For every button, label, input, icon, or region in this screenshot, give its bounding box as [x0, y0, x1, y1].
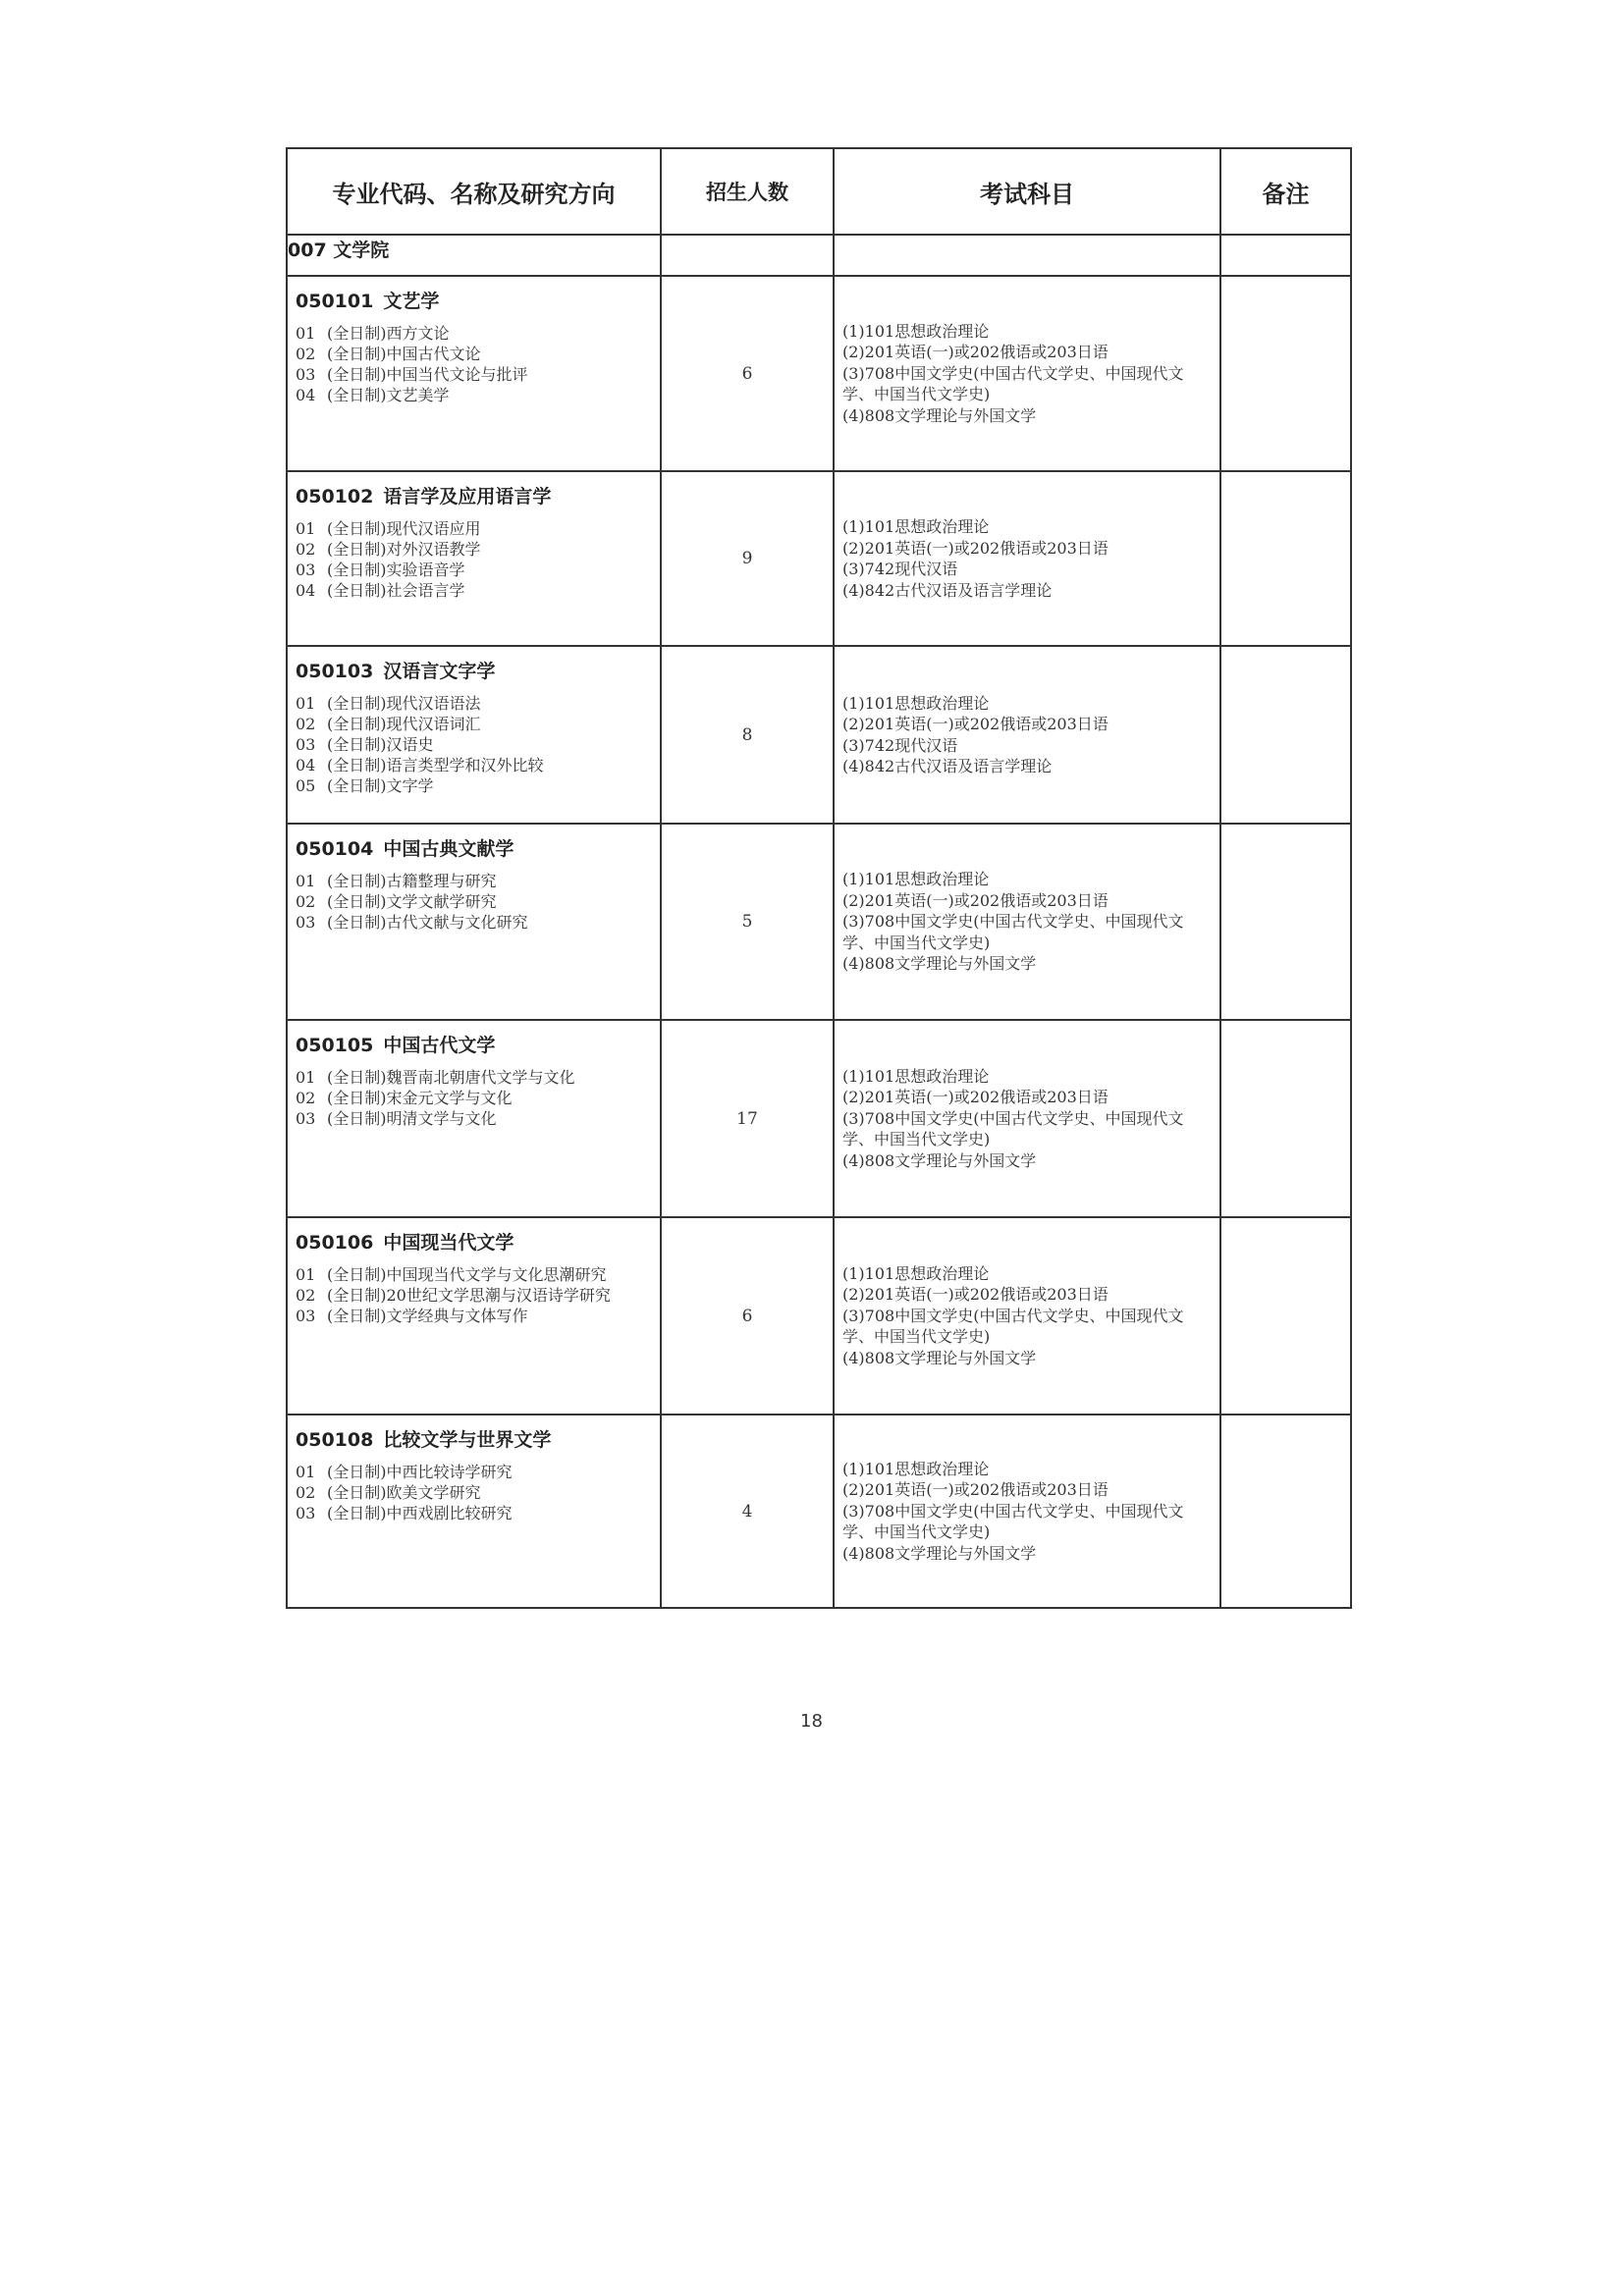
college-row: [287, 235, 1351, 276]
major-cell: [287, 824, 661, 1020]
direction-number: 01: [296, 694, 316, 713]
direction-number: 02: [296, 1089, 316, 1107]
table-body: [287, 235, 1351, 1608]
direction-number: 03: [296, 561, 316, 579]
direction-text: (全日制)语言类型学和汉外比较: [327, 756, 544, 774]
major-name: 中国古代文学: [383, 1035, 496, 1056]
major-row: [287, 824, 1351, 1020]
direction-number: 01: [296, 1068, 316, 1087]
direction-item: [296, 714, 652, 734]
major-code: 050106: [296, 1232, 374, 1254]
subjects-cell: [834, 1415, 1220, 1608]
direction-text: (全日制)现代汉语应用: [327, 519, 481, 538]
subject-list: [842, 321, 1212, 427]
direction-number: 03: [296, 365, 316, 384]
direction-number: 02: [296, 1286, 316, 1305]
subject-item: (1)101思想政治理论: [842, 517, 990, 536]
subject-item: (2)201英语(一)或202俄语或203日语: [842, 715, 1109, 733]
direction-text: (全日制)文艺美学: [327, 386, 450, 404]
direction-number: 01: [296, 519, 316, 538]
major-title: [296, 482, 652, 508]
direction-item: [296, 1067, 652, 1088]
direction-item: [296, 344, 652, 364]
direction-item: [296, 1503, 652, 1523]
subject-item: (4)808文学理论与外国文学: [842, 405, 1037, 425]
subject-list: [842, 1459, 1212, 1565]
direction-item: [296, 1462, 652, 1482]
direction-item: [296, 1285, 652, 1306]
direction-text: (全日制)中国现当代文学与文化思潮研究: [327, 1265, 607, 1284]
direction-number: 03: [296, 1307, 316, 1325]
direction-number: 04: [296, 756, 316, 774]
major-code: 050105: [296, 1035, 374, 1056]
subject-item: (4)808文学理论与外国文学: [842, 1150, 1037, 1170]
direction-text: (全日制)中国当代文论与批评: [327, 365, 528, 384]
major-code: 050108: [296, 1429, 374, 1451]
direction-text: (全日制)中国古代文论: [327, 345, 481, 363]
major-name: 汉语言文字学: [383, 661, 496, 682]
major-row: [287, 276, 1351, 471]
direction-list: [296, 871, 652, 933]
subject-item: (3)708中国文学史(中国古代文学史、中国现代文学、中国当代文学史): [842, 912, 1184, 952]
subjects-cell: [834, 824, 1220, 1020]
direction-item: [296, 1088, 652, 1108]
direction-list: [296, 323, 652, 405]
subject-item: (3)708中国文学史(中国古代文学史、中国现代文学、中国当代文学史): [842, 1501, 1184, 1542]
subject-item: (4)808文学理论与外国文学: [842, 954, 1037, 974]
admissions-table: [286, 147, 1352, 1609]
subject-item: (3)742现代汉语: [842, 735, 958, 755]
subject-list: [842, 693, 1212, 777]
direction-number: 02: [296, 1483, 316, 1502]
subject-item: (2)201英语(一)或202俄语或203日语: [842, 1088, 1109, 1107]
direction-list: [296, 1067, 652, 1129]
subject-item: (4)808文学理论与外国文学: [842, 1543, 1037, 1563]
direction-text: (全日制)魏晋南北朝唐代文学与文化: [327, 1068, 575, 1087]
header-count: 招生人数: [661, 148, 834, 235]
direction-number: 03: [296, 735, 316, 754]
direction-item: [296, 1108, 652, 1129]
enrollment-count: 6: [661, 1217, 834, 1415]
direction-item: [296, 385, 652, 405]
direction-number: 01: [296, 1265, 316, 1284]
direction-number: 02: [296, 345, 316, 363]
major-title: [296, 1228, 652, 1255]
direction-text: (全日制)现代汉语词汇: [327, 715, 481, 733]
direction-number: 04: [296, 581, 316, 600]
major-code: 050104: [296, 838, 374, 860]
subject-item: (2)201英语(一)或202俄语或203日语: [842, 890, 1109, 910]
major-name: 语言学及应用语言学: [383, 486, 552, 507]
subject-item: (3)742现代汉语: [842, 560, 958, 578]
direction-text: (全日制)文学经典与文体写作: [327, 1307, 528, 1325]
direction-text: (全日制)西方文论: [327, 324, 450, 343]
direction-text: (全日制)宋金元文学与文化: [327, 1089, 513, 1107]
direction-list: [296, 693, 652, 796]
remarks-cell: [1220, 824, 1351, 1020]
college-count-cell: [661, 235, 834, 276]
major-name: 比较文学与世界文学: [383, 1429, 552, 1451]
subjects-cell: [834, 646, 1220, 824]
direction-number: 03: [296, 1109, 316, 1128]
subject-item: (4)808文学理论与外国文学: [842, 1348, 1037, 1367]
major-name: 中国现当代文学: [383, 1232, 514, 1254]
direction-number: 01: [296, 324, 316, 343]
subject-item: (3)708中国文学史(中国古代文学史、中国现代文学、中国当代文学史): [842, 363, 1184, 404]
direction-number: 03: [296, 1504, 316, 1522]
direction-number: 02: [296, 715, 316, 733]
direction-item: [296, 1264, 652, 1285]
direction-list: [296, 1462, 652, 1523]
major-row: [287, 1415, 1351, 1608]
direction-item: [296, 539, 652, 560]
direction-text: (全日制)现代汉语语法: [327, 694, 481, 713]
direction-list: [296, 518, 652, 601]
major-name: 中国古典文献学: [383, 838, 514, 860]
subject-item: (2)201英语(一)或202俄语或203日语: [842, 343, 1109, 362]
direction-number: 02: [296, 540, 316, 559]
major-cell: [287, 646, 661, 824]
major-title: [296, 287, 652, 313]
direction-item: [296, 560, 652, 580]
direction-number: 02: [296, 892, 316, 911]
college-remarks-cell: [1220, 235, 1351, 276]
remarks-cell: [1220, 1415, 1351, 1608]
page-number: 18: [800, 1711, 823, 1732]
subject-list: [842, 516, 1212, 601]
major-title: [296, 1031, 652, 1057]
direction-text: (全日制)实验语音学: [327, 561, 465, 579]
header-major: 专业代码、名称及研究方向: [287, 148, 661, 235]
direction-item: [296, 734, 652, 755]
major-name: 文艺学: [383, 291, 440, 312]
major-code: 050103: [296, 661, 374, 682]
subject-item: (1)101思想政治理论: [842, 1066, 990, 1086]
subject-item: (1)101思想政治理论: [842, 870, 990, 889]
direction-text: (全日制)社会语言学: [327, 581, 465, 600]
direction-item: [296, 1482, 652, 1503]
direction-item: [296, 364, 652, 385]
direction-item: [296, 755, 652, 775]
college-name: 007 文学院: [287, 235, 661, 276]
direction-number: 03: [296, 913, 316, 932]
subject-item: (4)842古代汉语及语言学理论: [842, 580, 1053, 600]
major-code: 050102: [296, 486, 374, 507]
direction-item: [296, 775, 652, 796]
direction-text: (全日制)古代文献与文化研究: [327, 913, 528, 932]
subject-item: (3)708中国文学史(中国古代文学史、中国现代文学、中国当代文学史): [842, 1306, 1184, 1347]
major-code: 050101: [296, 291, 374, 312]
major-cell: [287, 276, 661, 471]
major-cell: [287, 471, 661, 646]
direction-text: (全日制)欧美文学研究: [327, 1483, 481, 1502]
remarks-cell: [1220, 276, 1351, 471]
direction-list: [296, 1264, 652, 1326]
direction-number: 01: [296, 1463, 316, 1481]
remarks-cell: [1220, 646, 1351, 824]
direction-item: [296, 580, 652, 601]
direction-text: (全日制)20世纪文学思潮与汉语诗学研究: [327, 1286, 611, 1305]
major-row: [287, 646, 1351, 824]
enrollment-count: 17: [661, 1020, 834, 1217]
major-cell: [287, 1020, 661, 1217]
header-row: [287, 148, 1351, 235]
subject-item: (3)708中国文学史(中国古代文学史、中国现代文学、中国当代文学史): [842, 1108, 1184, 1149]
header-remarks: 备注: [1220, 148, 1351, 235]
direction-text: (全日制)对外汉语教学: [327, 540, 481, 559]
subject-item: (1)101思想政治理论: [842, 321, 990, 341]
header-subjects: 考试科目: [834, 148, 1220, 235]
major-title: [296, 1425, 652, 1452]
major-row: [287, 1217, 1351, 1415]
direction-number: 05: [296, 776, 316, 795]
subject-item: (1)101思想政治理论: [842, 693, 990, 713]
direction-item: [296, 871, 652, 891]
subject-list: [842, 869, 1212, 975]
direction-text: (全日制)文学文献学研究: [327, 892, 497, 911]
enrollment-count: 8: [661, 646, 834, 824]
direction-item: [296, 518, 652, 539]
enrollment-count: 5: [661, 824, 834, 1020]
major-row: [287, 1020, 1351, 1217]
remarks-cell: [1220, 1020, 1351, 1217]
direction-text: (全日制)文字学: [327, 776, 434, 795]
direction-text: (全日制)中西比较诗学研究: [327, 1463, 513, 1481]
college-subjects-cell: [834, 235, 1220, 276]
direction-item: [296, 912, 652, 933]
subjects-cell: [834, 1020, 1220, 1217]
direction-item: [296, 1306, 652, 1326]
subject-list: [842, 1263, 1212, 1369]
direction-item: [296, 693, 652, 714]
subjects-cell: [834, 471, 1220, 646]
direction-item: [296, 891, 652, 912]
subject-item: (4)842古代汉语及语言学理论: [842, 757, 1053, 775]
major-cell: [287, 1217, 661, 1415]
direction-item: [296, 323, 652, 344]
major-title: [296, 657, 652, 683]
direction-number: 04: [296, 386, 316, 404]
subject-item: (1)101思想政治理论: [842, 1459, 990, 1478]
direction-number: 01: [296, 872, 316, 890]
subject-list: [842, 1066, 1212, 1172]
subject-item: (2)201英语(一)或202俄语或203日语: [842, 1480, 1109, 1500]
remarks-cell: [1220, 1217, 1351, 1415]
enrollment-count: 4: [661, 1415, 834, 1608]
subjects-cell: [834, 1217, 1220, 1415]
subject-item: (2)201英语(一)或202俄语或203日语: [842, 1285, 1109, 1305]
direction-text: (全日制)古籍整理与研究: [327, 872, 497, 890]
subjects-cell: [834, 276, 1220, 471]
major-title: [296, 834, 652, 861]
enrollment-count: 9: [661, 471, 834, 646]
subject-item: (1)101思想政治理论: [842, 1263, 990, 1283]
major-cell: [287, 1415, 661, 1608]
direction-text: (全日制)明清文学与文化: [327, 1109, 497, 1128]
major-row: [287, 471, 1351, 646]
direction-text: (全日制)中西戏剧比较研究: [327, 1504, 513, 1522]
direction-text: (全日制)汉语史: [327, 735, 434, 754]
remarks-cell: [1220, 471, 1351, 646]
subject-item: (2)201英语(一)或202俄语或203日语: [842, 538, 1109, 558]
enrollment-count: 6: [661, 276, 834, 471]
